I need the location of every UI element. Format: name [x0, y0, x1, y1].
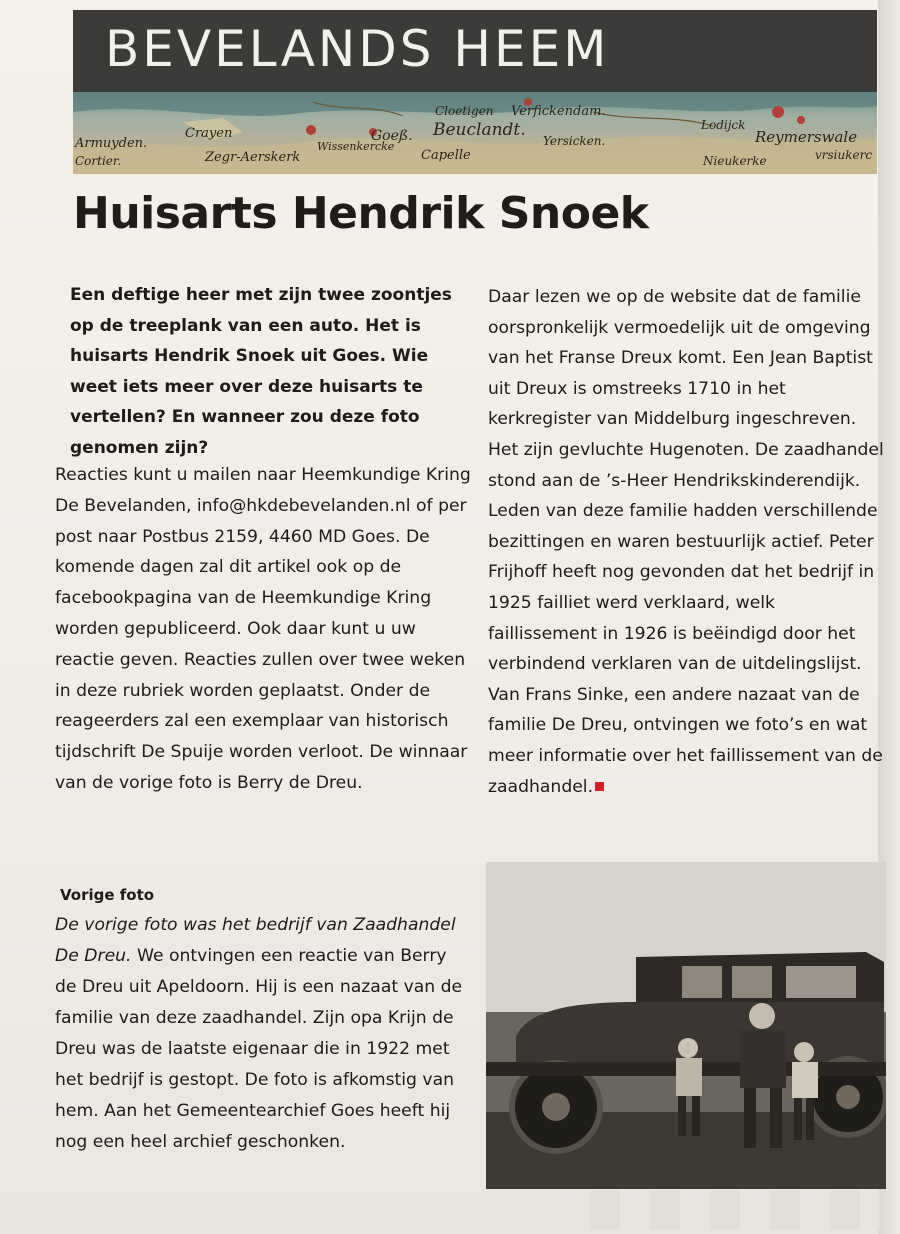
map-label: Capelle: [421, 148, 471, 163]
previous-photo-heading: Vorige foto: [60, 886, 155, 904]
map-label: Beuclandt.: [433, 120, 526, 140]
map-label: Armuyden.: [75, 136, 148, 151]
historic-map-strip: [73, 92, 877, 174]
map-label: Yersicken.: [543, 134, 606, 148]
historic-photo-car: [486, 862, 886, 1189]
article-headline: Huisarts Hendrik Snoek: [73, 188, 649, 239]
map-label: Lodijck: [701, 118, 746, 132]
vintage-car-photo: [486, 862, 886, 1189]
right-column-body: Daar lezen we op de website dat de familie oorspronkelijk vermoedelijk uit de omgeving van het Franse Dreux komt. Een Jean Baptist uit Dreux is omstreeks 1710 in het kerkregister van Middelburg ingeschreven. Het zijn gevluchte Hugenoten. De zaadhandel stond aan de ’s-Heer Hendrikskinderendijk. Leden van deze familie hadden verschillende bezittingen en waren bestuurlijk actief. Peter Frijhoff heeft nog gevonden dat het bedrijf in 1925 failliet werd verklaard, welk faillissement in 1926 is beëindigd door het verbindend verklaren van de uitdelingslijst. Van Frans Sinke, een andere nazaat van de familie De Dreu, ontvingen we foto’s en wat meer informatie over het faillissement van de zaadhandel.: [488, 287, 884, 797]
reactions-paragraph: Reacties kunt u mailen naar Heemkundige Kring De Bevelanden, info@hkdebevelanden.nl of per post naar Postbus 2159, 4460 MD Goes. De komende dagen zal dit artikel ook op de facebookpagina van de Heemkundige Kring worden gepubliceerd. Ook daar kunt u uw reactie geven. Reacties zullen over twee weken in deze rubriek worden geplaatst. Onder de reageerders zal een exemplaar van historisch tijdschrift De Spuije worden verloot. De winnaar van de vorige foto is Berry de Dreu.: [55, 465, 471, 793]
map-label: Crayen: [185, 126, 233, 141]
bleed-through-print: [560, 1190, 880, 1230]
section-title: BEVELANDS HEEM: [105, 20, 610, 78]
map-label: Zegr-Aerskerk: [205, 150, 301, 165]
map-label: Nieukerke: [703, 154, 767, 168]
previous-photo-text: We ontvingen een reactie van Berry de Dreu uit Apeldoorn. Hij is een nazaat van de familie van deze zaadhandel. Zijn opa Krijn de Dreu was de laatste eigenaar die in 1922 met het bedrijf is gestopt. De foto is afkomstig van hem. Aan het Gemeentearchief Goes heeft hij nog een heel archief geschonken.: [55, 946, 463, 1152]
map-label: Goeß.: [371, 128, 413, 144]
map-label: Wissenkercke: [317, 140, 395, 153]
section-banner: [73, 10, 877, 92]
map-label: Cortier.: [75, 154, 122, 168]
map-label: vrsiukerc: [815, 148, 873, 162]
previous-photo-paragraph: [55, 910, 465, 1158]
end-mark-icon: [595, 782, 604, 791]
map-label: Cloetigen: [435, 104, 494, 118]
map-label: Verfickendam.: [511, 104, 606, 119]
article-intro: Een deftige heer met zijn twee zoontjes op de treeplank van een auto. Het is huisarts Hendrik Snoek uit Goes. Wie weet iets meer over deze huisarts te vertellen? En wanneer zou deze foto genomen zijn?: [70, 285, 452, 458]
right-column-text: [488, 282, 888, 802]
previous-photo-italic: De vorige foto was het bedrijf van Zaadhandel De Dreu.: [55, 915, 456, 966]
map-label: Reymerswale: [755, 128, 858, 146]
